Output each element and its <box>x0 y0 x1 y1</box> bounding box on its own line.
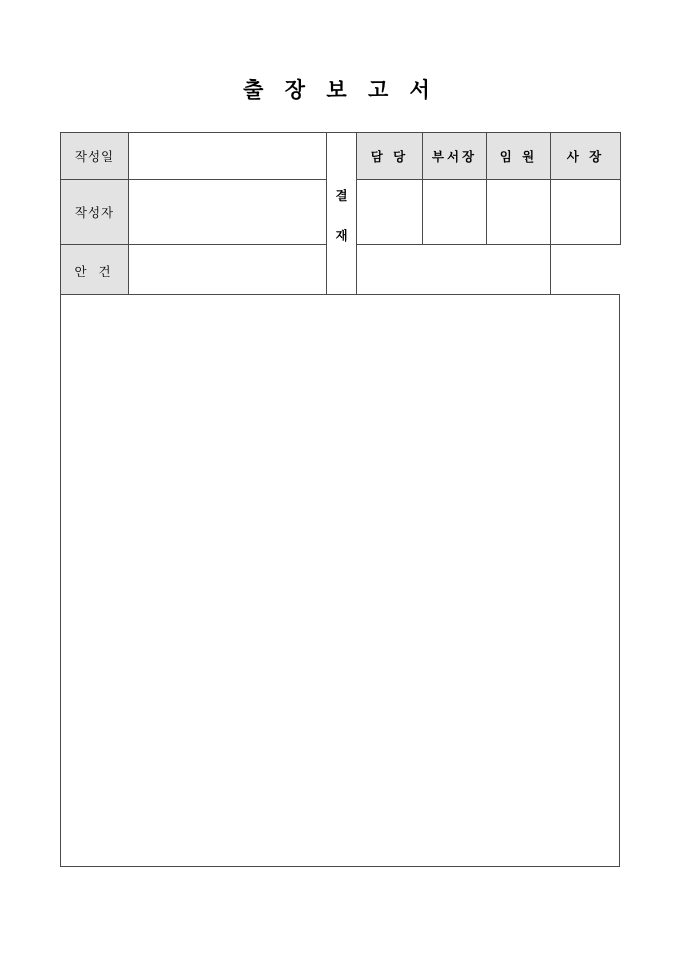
approval-header-imwon: 임 원 <box>487 133 551 180</box>
approval-header-damdang: 담 당 <box>357 133 423 180</box>
approval-header-buseojang: 부서장 <box>423 133 487 180</box>
label-author: 작성자 <box>61 180 129 245</box>
approval-sign-sajang[interactable] <box>551 180 621 245</box>
approval-label-line1: 결 <box>335 188 348 203</box>
field-agenda[interactable] <box>129 245 551 298</box>
approval-sign-damdang[interactable] <box>357 180 423 245</box>
table-row <box>61 133 621 180</box>
page-title: 출 장 보 고 서 <box>243 78 437 102</box>
header-form-table <box>60 132 621 298</box>
label-agenda: 안 건 <box>61 245 129 298</box>
field-author[interactable] <box>129 180 327 245</box>
approval-sign-buseojang[interactable] <box>423 180 487 245</box>
approval-sign-imwon[interactable] <box>487 180 551 245</box>
label-creation-date: 작성일 <box>61 133 129 180</box>
approval-label-line2: 재 <box>335 228 348 243</box>
report-body-area[interactable] <box>60 294 620 867</box>
approval-header-sajang: 사 장 <box>551 133 621 180</box>
field-creation-date[interactable] <box>129 133 327 180</box>
table-row <box>61 245 621 298</box>
